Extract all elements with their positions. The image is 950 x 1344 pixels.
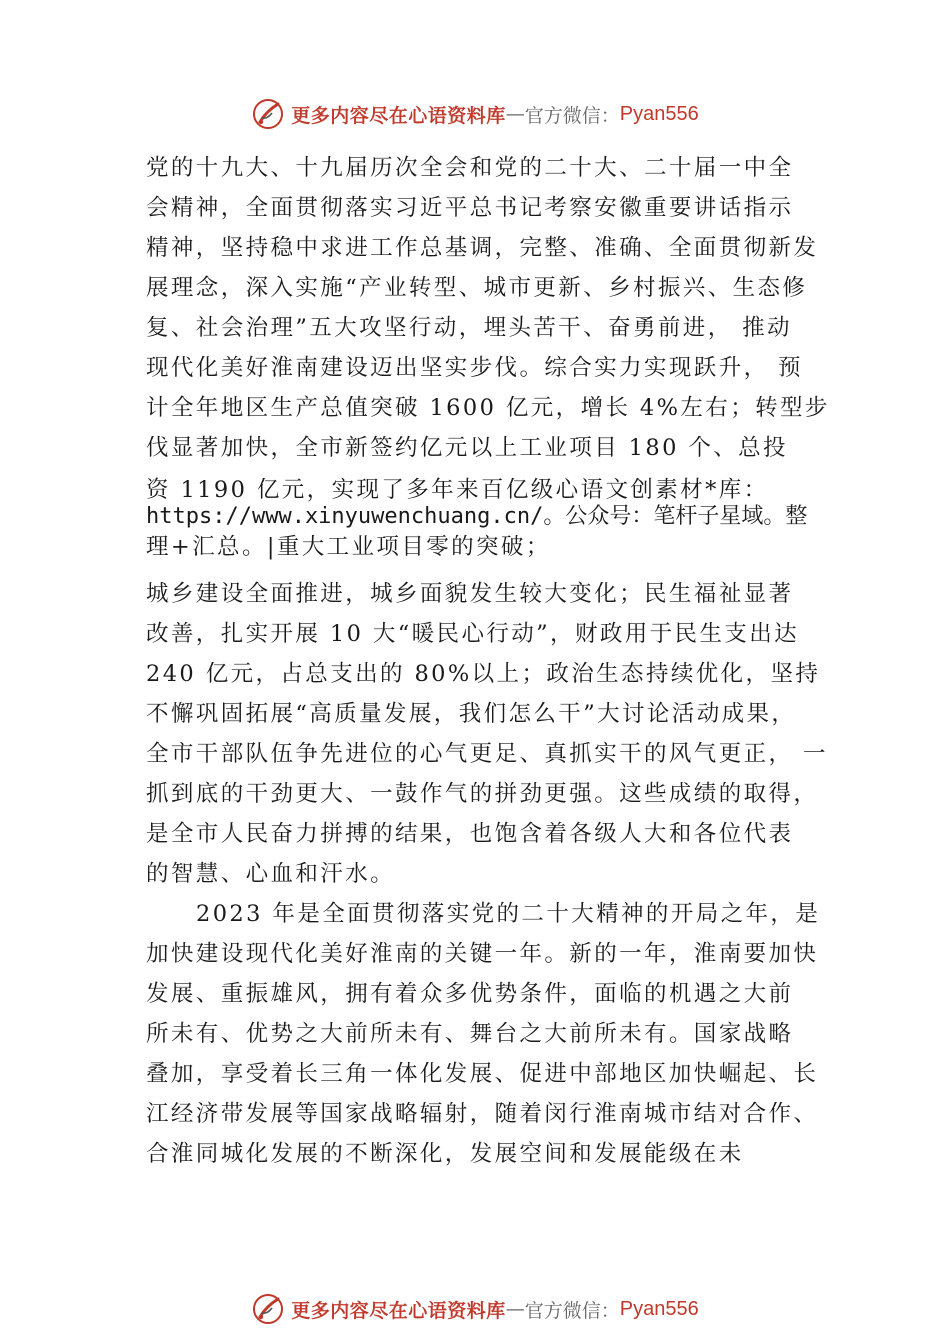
brush-logo-icon	[251, 97, 285, 131]
text-line: 复、社会治理”五大攻坚行动，埋头苦干、奋勇前进， 推动	[146, 315, 792, 341]
text-line: 发展、重振雄风，拥有着众多优势条件，面临的机遇之大前	[146, 981, 794, 1007]
header-banner	[0, 96, 950, 132]
text-line: 伐显著加快，全市新签约亿元以上工业项目 180 个、总投	[146, 435, 788, 461]
text-line: 精神，坚持稳中求进工作总基调，完整、准确、全面贯彻新发	[146, 235, 819, 261]
text-line: 不懈巩固拓展“高质量发展，我们怎么干”大讨论活动成果，	[146, 701, 797, 727]
text-line: 所未有、优势之大前所未有、舞台之大前所未有。国家战略	[146, 1021, 794, 1047]
footer-wechat-label: 官方微信：	[524, 1299, 620, 1322]
footer-wechat-id: Pyan556	[619, 1297, 699, 1320]
header-wechat-label: 官方微信：	[524, 104, 620, 127]
text-line: 理+汇总。|重大工业项目零的突破；	[146, 534, 551, 560]
text-line: 资 1190 亿元，实现了多年来百亿级心语文创素材*库：	[146, 477, 769, 503]
text-line: 的智慧、心血和汗水。	[146, 861, 396, 887]
url-line: https://www.xinyuwenchuang.cn/。公众号：笔杆子星域。整	[146, 504, 808, 529]
footer-brand: 更多内容尽在心语资料库	[291, 1299, 506, 1322]
text-line: 是全市人民奋力拼搏的结果，也饱含着各级人大和各位代表	[146, 821, 794, 847]
footer-banner	[0, 1291, 950, 1327]
text-line: 抓到底的干劲更大、一鼓作气的拼劲更强。这些成绩的取得，	[146, 781, 819, 807]
header-dash: —	[505, 103, 525, 125]
text-line: 全市干部队伍争先进位的心气更足、真抓实干的风气更正， 一	[146, 741, 828, 767]
text-line: 叠加，享受着长三角一体化发展、促进中部地区加快崛起、长	[146, 1061, 819, 1087]
document-body	[146, 148, 836, 1174]
text-line: 城乡建设全面推进，城乡面貌发生较大变化；民生福祉显著	[146, 581, 794, 607]
text-line: 展理念，深入实施“产业转型、城市更新、乡村振兴、生态修	[146, 275, 808, 301]
text-line: 党的十九大、十九届历次全会和党的二十大、二十届一中全	[146, 155, 794, 181]
text-line: 会精神，全面贯彻落实习近平总书记考察安徽重要讲话指示	[146, 195, 794, 221]
text-line: 加快建设现代化美好淮南的关键一年。新的一年，淮南要加快	[146, 941, 819, 967]
header-brand: 更多内容尽在心语资料库	[291, 104, 506, 127]
text-line: 改善，扎实开展 10 大“暖民心行动”，财政用于民生支出达	[146, 621, 800, 647]
text-line: 计全年地区生产总值突破 1600 亿元，增长 4%左右；转型步	[146, 395, 830, 421]
text-line: 现代化美好淮南建设迈出坚实步伐。综合实力实现跃升， 预	[146, 355, 803, 381]
text-line: 江经济带发展等国家战略辐射，随着闵行淮南城市结对合作、	[146, 1101, 819, 1127]
brush-logo-icon	[251, 1292, 285, 1326]
footer-dash: —	[505, 1298, 525, 1320]
text-line: 合淮同城化发展的不断深化，发展空间和发展能级在未	[146, 1141, 744, 1167]
text-line: 240 亿元，占总支出的 80%以上；政治生态持续优化，坚持	[146, 661, 821, 687]
header-wechat-id: Pyan556	[619, 102, 699, 125]
text-line: 2023 年是全面贯彻落实党的二十大精神的开局之年，是	[196, 901, 821, 927]
